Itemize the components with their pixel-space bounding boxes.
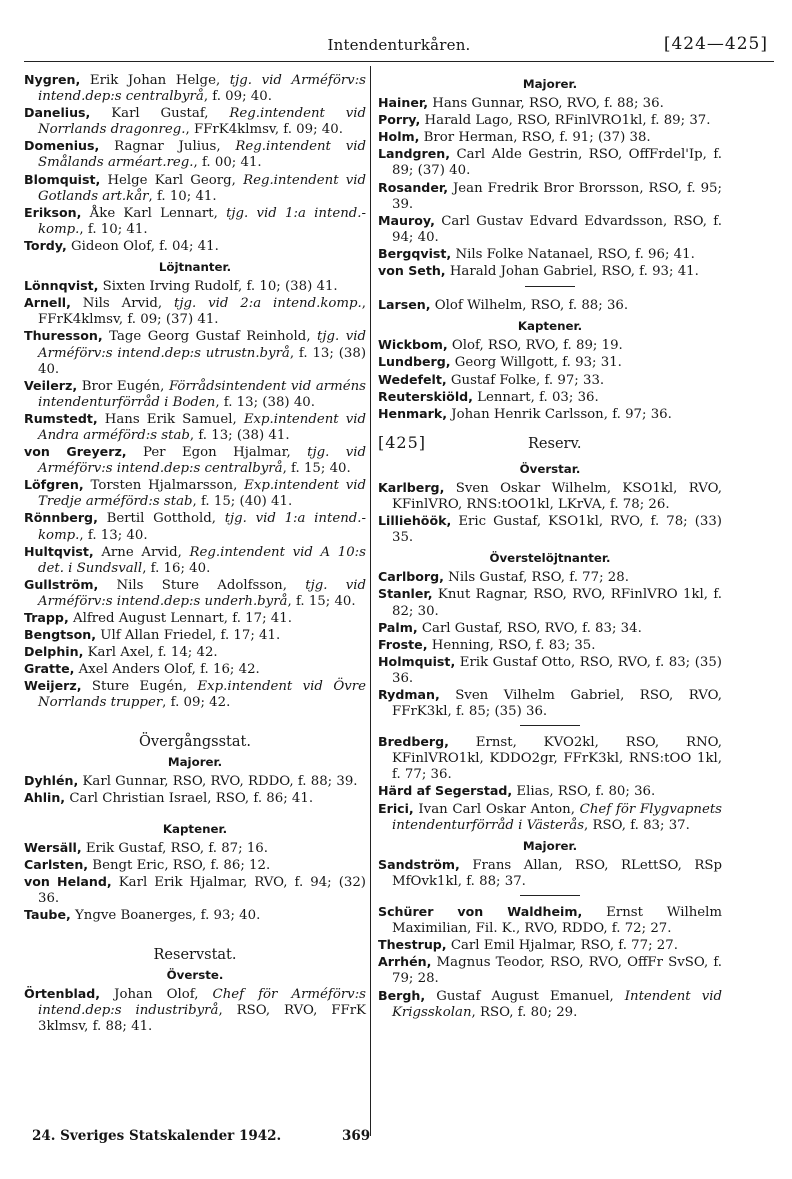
entry-details: Yngve Boanerges, f. 93; 40. (70, 908, 261, 924)
entry-details: Nils Folke Natanael, RSO, f. 96; 41. (451, 246, 695, 262)
entry (378, 783, 722, 800)
entry (378, 954, 722, 987)
entry (24, 986, 366, 1035)
entry-details: Elias, RSO, f. 80; 36. (512, 784, 656, 800)
entry-details: Karl Gustaf, (90, 106, 230, 122)
entry-title: Intendent vid Krigsskolan (392, 988, 722, 1020)
entry (24, 411, 366, 444)
entry-details: Nils Sture Adolfsson, (98, 577, 306, 593)
entry-details: Sven Oskar Wilhelm, KSO1kl, RVO, KFinlVRO, RNS:tOO1kl, LKrVA, f. 78; 26. (392, 480, 722, 512)
heading-overstelojtnanter: Överstelöjtnanter. (489, 551, 611, 566)
entry-surname: Palm, (378, 619, 418, 635)
heading-overstar: Överstar. (519, 461, 581, 476)
entry-surname: Tordy, (24, 237, 67, 253)
entry-details: Ernst Wilhelm Maximilian, Fil. K., RVO, RDDO, f. 72; 27. (392, 905, 723, 937)
reserv-title: Reserv. (528, 435, 582, 452)
entry-details: , f. 13; (38) 41. (189, 427, 290, 443)
running-head (24, 36, 774, 62)
entry-surname: Thestrup, (378, 937, 447, 953)
entry (24, 510, 366, 543)
entry-surname: Landgren, (378, 146, 451, 162)
entry-surname: Lönnqvist, (24, 278, 99, 294)
entry-details: Lennart, f. 03; 36. (472, 389, 599, 405)
entry-details: Axel Anders Olof, f. 16; 42. (74, 662, 260, 678)
entry-surname: Henmark, (378, 405, 448, 421)
entry-list (378, 95, 722, 280)
entry (24, 678, 366, 711)
entry-surname: Hainer, (378, 95, 429, 111)
entry-list (24, 986, 366, 1035)
entry-details: Sven Vilhelm Gabriel, RSO, RVO, FFrK3kl, f. 85; (35) 36. (392, 688, 722, 720)
entry (24, 544, 366, 577)
entry (378, 389, 722, 406)
entry-surname: Karlberg, (378, 479, 445, 495)
entry-surname: Wersäll, (24, 840, 82, 856)
entry-list (378, 734, 722, 834)
entry (378, 734, 722, 783)
entry-details: Harald Johan Gabriel, RSO, f. 93; 41. (445, 264, 699, 280)
page-range: [424—425] (663, 34, 768, 54)
entry (24, 857, 366, 874)
entry-details: Frans Allan, RSO, RLettSO, RSp MfOvk1kl, f. 88; 37. (392, 857, 722, 889)
entry (378, 354, 722, 371)
entry-surname: Carlborg, (378, 569, 444, 585)
entry-details: Bertil Gotthold, (97, 511, 225, 527)
entry-surname: Gullström, (24, 576, 99, 592)
entry-details: Harald Lago, RSO, RFinlVRO1kl, f. 89; 37. (420, 113, 711, 129)
entry-surname: Holm, (378, 129, 420, 145)
entry-surname: Erikson, (24, 204, 82, 220)
entry (378, 180, 722, 213)
entry-list (378, 569, 722, 720)
entry-surname: Bredberg, (378, 734, 449, 750)
entry-details: Sixten Irving Rudolf, f. 10; (38) 41. (98, 279, 338, 295)
entry-details: Ivan Carl Oskar Anton, (413, 801, 580, 817)
entry-details: , FFrK4klmsv, f. 09; 40. (185, 122, 343, 138)
entry-surname: Carlsten, (24, 857, 89, 873)
entry-details: Erik Gustaf, RSO, f. 87; 16. (81, 841, 268, 857)
entry-details: Carl Alde Gestrin, RSO, OffFrdel'Ip, f. 89; (37) 40. (392, 147, 722, 179)
entry-surname: Blomquist, (24, 171, 101, 187)
left-column (24, 72, 366, 1035)
entry-details: Bror Eugén, (77, 378, 169, 394)
entry-surname: Trapp, (24, 610, 69, 625)
entry-details: Ulf Allan Friedel, f. 17; 41. (96, 628, 281, 644)
heading-majorer: Majorer. (167, 754, 223, 769)
entry-surname: Örtenblad, (24, 985, 101, 1001)
entry-title: tjg. vid Arméförv:s intend.dep:s utrustn.byrå (38, 329, 366, 361)
entry-details: , f. 09; 42. (162, 695, 231, 711)
entry-surname: Wedefelt, (378, 371, 447, 387)
entry-title: Reg.intendent vid A 10:s det. i Sundsvall (38, 544, 366, 576)
entry-surname: Domenius, (24, 138, 100, 154)
entry-details: , f. 15; 40. (282, 461, 351, 477)
entry-details: Gideon Olof, f. 04; 41. (66, 238, 219, 254)
entry-title: Exp.intendent vid Andra arméförd:s stab (38, 411, 367, 443)
entry-surname: von Greyerz, (24, 444, 127, 460)
entry (24, 661, 366, 678)
entry-surname: Ahlin, (24, 789, 66, 805)
entry-details: Karl Axel, f. 14; 42. (83, 645, 218, 661)
entry (378, 937, 722, 954)
entry-title: tjg. vid Arméförv:s intend.dep:s underh.byrå (38, 577, 366, 609)
entry (24, 172, 366, 205)
heading-lojtnanter: Löjtnanter. (158, 260, 232, 275)
entry-surname: Rydman, (378, 687, 440, 702)
entry-surname: Arrhén, (378, 954, 432, 970)
entry-surname: Weijerz, (24, 678, 82, 694)
entry (378, 857, 722, 890)
entry (24, 72, 366, 105)
heading-majorer: Majorer. (522, 77, 578, 91)
entry (24, 627, 366, 644)
entry-surname: Härd af Segerstad, (378, 783, 513, 799)
entry (378, 146, 722, 179)
entry (378, 297, 722, 314)
entry-details: Gustaf August Emanuel, (425, 988, 625, 1004)
entry (378, 246, 722, 263)
entry-surname: Bergh, (378, 987, 426, 1003)
entry-surname: Dyhlén, (24, 772, 79, 788)
entry-details: Erik Johan Helge, (80, 73, 230, 88)
entry-details: Carl Gustaf, RSO, RVO, f. 83; 34. (417, 620, 642, 636)
entry-details: Nils Arvid, (70, 296, 174, 312)
entry-title: Chef för Arméförv:s intend.dep:s industribyrå (38, 986, 366, 1018)
entry (24, 328, 366, 377)
entry-surname: Nygren, (24, 72, 81, 87)
entry-title: tjg. vid 1:a intend.-komp. (38, 511, 366, 543)
entry-details: , f. 16; 40. (142, 560, 211, 576)
entry-surname: Hultqvist, (24, 543, 94, 559)
entry-details: , f. 10; 41. (79, 221, 148, 237)
entry-details: Karl Gunnar, RSO, RVO, RDDO, f. 88; 39. (78, 773, 358, 789)
entry-details: Jean Fredrik Bror Brorsson, RSO, f. 95; 39. (392, 180, 722, 212)
entry-details: Ragnar Julius, (99, 139, 236, 155)
right-column (378, 72, 722, 1021)
entry (24, 138, 366, 171)
entry-details: Georg Willgott, f. 93; 31. (450, 355, 622, 371)
entry-details: Alfred August Lennart, f. 17; 41. (68, 611, 292, 626)
entry-details: Tage Georg Gustaf Reinhold, (102, 329, 318, 345)
entry-list (24, 278, 366, 711)
divider-rule (520, 725, 580, 726)
entry (378, 988, 722, 1021)
entry-list (24, 72, 366, 255)
entry (378, 801, 722, 834)
entry-title: tjg. vid Arméförv:s intend.dep:s centralbyrå (38, 73, 366, 105)
divider-rule (520, 895, 580, 896)
entry-list (378, 480, 722, 546)
entry (378, 637, 722, 654)
entry (378, 337, 722, 354)
entry (24, 773, 366, 790)
entry (378, 569, 722, 586)
entry (378, 213, 722, 246)
entry-details: Helge Karl Georg, (100, 172, 244, 188)
entry (24, 477, 366, 510)
entry-title: Reg.intendent vid Norrlands dragonreg. (38, 106, 366, 138)
entry (24, 378, 366, 411)
entry-details: Bror Herman, RSO, f. 91; (37) 38. (419, 130, 651, 146)
entry (378, 620, 722, 637)
entry (378, 372, 722, 389)
heading-overste: Överste. (166, 967, 224, 982)
entry-surname: Veilerz, (24, 377, 78, 393)
entry-surname: Arnell, (24, 295, 71, 311)
entry (24, 907, 366, 924)
entry-details: Hans Gunnar, RSO, RVO, f. 88; 36. (428, 96, 664, 112)
entry-details: Nils Gustaf, RSO, f. 77; 28. (443, 570, 629, 586)
entry-details: Sture Eugén, (81, 679, 198, 695)
entry-surname: Reuterskiöld, (378, 388, 473, 404)
entry-details: Henning, RSO, f. 83; 35. (427, 637, 596, 653)
entry-title: Förrådsintendent vid arméns intendenturförråd i Boden (38, 378, 366, 410)
entry-details: Ernst, KVO2kl, RSO, RNO, KFinlVRO1kl, KDDO2gr, FFrK3kl, RNS:tOO 1kl, f. 77; 36. (392, 735, 722, 783)
entry-details: , f. 13; 40. (79, 527, 148, 543)
entry-details: Olof, RSO, RVO, f. 89; 19. (447, 338, 623, 354)
entry-surname: Porry, (378, 112, 421, 128)
entry-list (378, 297, 722, 314)
entry-surname: Froste, (378, 636, 428, 652)
entry-list (378, 337, 722, 422)
entry-details: , f. 15; (40) 41. (192, 494, 293, 510)
entry-details: , FFrK4klmsv, f. 09; (37) 41. (38, 296, 366, 328)
section-overgangsstat: Övergångsstat. (139, 733, 251, 750)
entry-surname: Erici, (378, 800, 414, 816)
entry (24, 278, 366, 295)
entry-surname: Larsen, (378, 297, 431, 313)
entry-surname: Bergqvist, (378, 245, 452, 261)
entry (24, 790, 366, 807)
entry (24, 644, 366, 661)
reserv-heading (378, 432, 722, 457)
entry-surname: Bengtson, (24, 627, 97, 643)
entry (378, 112, 722, 129)
entry-surname: von Heland, (24, 874, 112, 890)
entry-surname: Danelius, (24, 105, 91, 121)
entry-details: Torsten Hjalmarsson, (83, 478, 245, 494)
entry-title: Reg.intendent vid Smålands arméart.reg. (38, 139, 366, 171)
entry-details: Olof Wilhelm, RSO, f. 88; 36. (430, 298, 629, 314)
entry-details: Carl Gustav Edvard Edvardsson, RSO, f. 94; 40. (392, 213, 722, 245)
entry (378, 406, 722, 423)
entry-details: Gustaf Folke, f. 97; 33. (446, 372, 605, 388)
entry-details: Hans Erik Samuel, (97, 411, 244, 427)
footer-text: 24. Sveriges Statskalender 1942. (32, 1128, 282, 1144)
entry (24, 205, 366, 238)
header-rule (24, 61, 774, 62)
entry-title: tjg. vid 1:a intend.-komp. (38, 205, 366, 237)
entry-surname: Schürer von Waldheim, (378, 904, 583, 920)
entry (24, 105, 366, 138)
entry-surname: Gratte, (24, 661, 75, 677)
reserv-page-number: [425] (378, 432, 427, 452)
entry-details: , f. 09; 40. (203, 89, 272, 105)
divider-rule (525, 286, 575, 287)
page-title: Intendenturkåren. (327, 36, 471, 54)
entry-surname: Rönnberg, (24, 510, 98, 526)
heading-kaptener: Kaptener. (517, 319, 583, 334)
entry-surname: Lundberg, (378, 354, 451, 370)
entry-surname: Delphin, (24, 644, 84, 660)
entry (24, 295, 366, 328)
entry-surname: Rosander, (378, 179, 449, 195)
entry-list (24, 773, 366, 807)
entry (378, 480, 722, 513)
entry-title: Reg.intendent vid Gotlands art.kår (38, 172, 366, 204)
entry-details: Arne Arvid, (93, 544, 190, 560)
section-reservstat: Reservstat. (153, 946, 237, 963)
entry (378, 654, 722, 687)
entry (24, 610, 366, 627)
entry (378, 95, 722, 112)
entry-details: Johan Henrik Carlsson, f. 97; 36. (447, 406, 672, 422)
entry-details: Eric Gustaf, KSO1kl, RVO, f. 78; (33) 35. (392, 514, 722, 546)
entry-title: Exp.intendent vid Övre Norrlands trupper (38, 679, 366, 711)
entry (24, 874, 366, 907)
entry-surname: Löfgren, (24, 477, 84, 493)
entry-title: tjg. vid 2:a intend.komp. (174, 296, 362, 312)
entry-details: Karl Erik Hjalmar, RVO, f. 94; (32) 36. (38, 875, 366, 907)
entry (378, 513, 722, 546)
entry-title: Chef för Flygvapnets intendenturförråd i Västerås (392, 801, 722, 833)
entry-details: Erik Gustaf Otto, RSO, RVO, f. 83; (35) 36. (392, 654, 722, 686)
entry-details: , RSO, f. 80; 29. (471, 1004, 578, 1020)
entry-surname: Sandström, (378, 856, 460, 872)
entry-surname: Thuresson, (24, 328, 103, 344)
entry-details: , f. 13; (38) 40. (38, 345, 367, 377)
heading-majorer: Majorer. (522, 838, 578, 853)
entry-details: Knut Ragnar, RSO, RVO, RFinlVRO 1kl, f. 82; 30. (392, 587, 722, 619)
entry-surname: von Seth, (378, 263, 446, 279)
entry-surname: Holmquist, (378, 653, 456, 669)
entry-surname: Lilliehöök, (378, 513, 452, 529)
entry-list (24, 840, 366, 924)
entry-details: , f. 15; 40. (287, 593, 356, 609)
entry-details: , f. 13; (38) 40. (215, 394, 315, 410)
entry (378, 586, 722, 619)
entry-surname: Stanler, (378, 586, 433, 602)
entry (24, 444, 366, 477)
entry (24, 840, 366, 857)
entry-details: Magnus Teodor, RSO, RVO, OffFr SvSO, f. 79; 28. (392, 955, 722, 987)
entry-surname: Wickbom, (378, 337, 448, 353)
entry-details: Carl Emil Hjalmar, RSO, f. 77; 27. (446, 938, 678, 954)
entry-details: , RSO, RVO, FFrK 3klmsv, f. 88; 41. (38, 1002, 366, 1034)
entry-details: , f. 10; 41. (148, 188, 217, 204)
entry-details: Carl Christian Israel, RSO, f. 86; 41. (65, 790, 314, 806)
entry-details: Johan Olof, (100, 986, 213, 1002)
column-divider (370, 66, 371, 1136)
entry-list (378, 904, 722, 1021)
footer-page-number: 369 (342, 1128, 371, 1144)
entry-details: Åke Karl Lennart, (81, 205, 227, 221)
entry-surname: Taube, (24, 907, 71, 923)
entry-details: , f. 00; 41. (193, 155, 262, 171)
entry-title: tjg. vid Arméförv:s intend.dep:s centralbyrå (38, 445, 366, 477)
entry-list (378, 857, 722, 890)
entry-details: Per Egon Hjalmar, (126, 445, 308, 461)
entry (378, 904, 722, 937)
entry-details: , RSO, f. 83; 37. (584, 817, 690, 833)
entry-surname: Rumstedt, (24, 410, 98, 426)
entry (24, 238, 366, 255)
entry (378, 687, 722, 720)
heading-kaptener: Kaptener. (162, 821, 228, 836)
entry (24, 577, 366, 610)
entry-surname: Mauroy, (378, 212, 435, 228)
entry-title: Exp.intendent vid Tredje arméförd:s stab (38, 478, 367, 510)
entry-details: Bengt Eric, RSO, f. 86; 12. (88, 858, 271, 874)
entry (378, 263, 722, 280)
entry (378, 129, 722, 146)
